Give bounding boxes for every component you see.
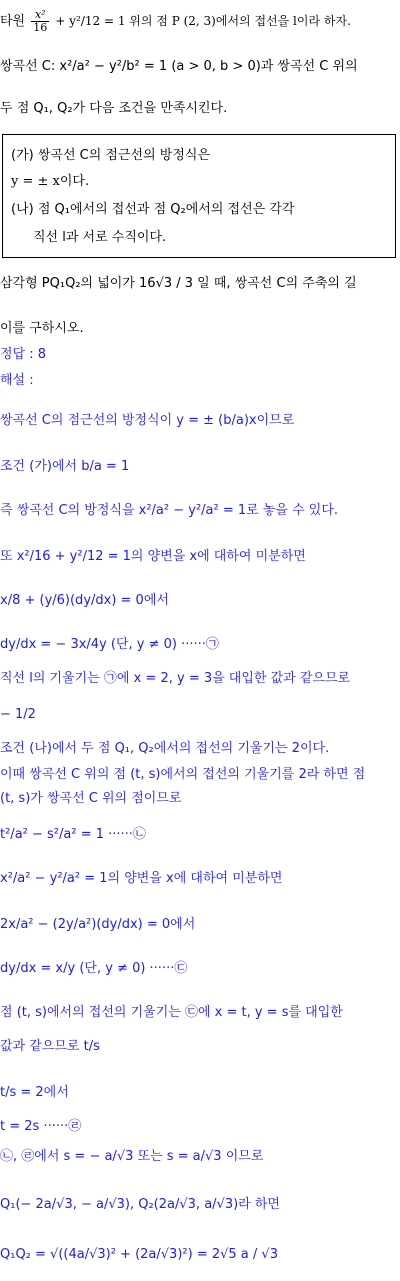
solution-text-20: ㉡, ㉣에서 s = − a/√3 또는 s = a/√3 이므로 <box>0 1149 264 1164</box>
solution-step-3 <box>0 494 400 528</box>
solution-step-5 <box>0 584 400 618</box>
solution-text-19: t = 2s ······㉣ <box>0 1119 82 1134</box>
solution-text-9: 조건 (나)에서 두 점 Q₁, Q₂에서의 접선의 기울기는 2이다. <box>0 741 330 756</box>
ellipse-fraction-den: 16 <box>33 21 48 34</box>
solution-step-17 <box>0 1030 400 1064</box>
solution-step-6 <box>0 628 400 662</box>
solution-text-13: x²/a² − y²/a² = 1의 양변을 x에 대하여 미분하면 <box>0 871 283 886</box>
problem-points: 두 점 Q₁, Q₂가 다음 조건을 만족시킨다. <box>0 101 228 116</box>
solution-text-3: 즉 쌍곡선 C의 방정식을 x²/a² − y²/a² = 1로 놓을 수 있다. <box>0 503 339 518</box>
solution-step-20 <box>0 1140 400 1174</box>
condition-na-line-2 <box>33 229 166 247</box>
solution-label: 해설 : <box>0 373 34 388</box>
solution-step-13 <box>0 862 400 896</box>
solution-text-7: 직선 l의 기울기는 ㉠에 x = 2, y = 3을 대입한 값과 같으므로 <box>0 671 351 686</box>
solution-text-1: 쌍곡선 C의 점근선의 방정식이 y = ± (b/a)x이므로 <box>0 413 295 428</box>
condition-na-mark: (나) <box>11 202 34 217</box>
solution-text-8: − 1/2 <box>0 707 36 722</box>
solution-step-2 <box>0 450 400 484</box>
solution-step-14 <box>0 908 400 942</box>
solution-step-9 <box>0 740 400 758</box>
solution-text-2: 조건 (가)에서 b/a = 1 <box>0 459 130 474</box>
solution-text-4: 또 x²/16 + y²/12 = 1의 양변을 x에 대하여 미분하면 <box>0 549 306 564</box>
question-text-2: 이를 구하시오. <box>0 321 84 336</box>
solution-step-21 <box>0 1188 400 1222</box>
solution-step-7 <box>0 670 400 688</box>
solution-step-16 <box>0 1004 400 1022</box>
question-text-1: 삼각형 PQ₁Q₂의 넓이가 16√3 / 3 일 때, 쌍곡선 C의 주축의 길 <box>0 276 357 291</box>
condition-box <box>2 134 396 258</box>
solution-text-12: t²/a² − s²/a² = 1 ······㉡ <box>0 827 146 842</box>
condition-na-line-1 <box>11 201 294 219</box>
condition-na-text-1: 점 Q₁에서의 접선과 점 Q₂에서의 접선은 각각 <box>37 202 295 217</box>
solution-step-12 <box>0 818 400 852</box>
solution-step-1 <box>0 404 400 438</box>
question-line-2 <box>0 320 400 338</box>
solution-step-4 <box>0 540 400 574</box>
ellipse-fraction-num: x² <box>31 9 49 22</box>
solution-text-14: 2x/a² − (2y/a²)(dy/dx) = 0에서 <box>0 917 196 932</box>
solution-text-11: (t, s)가 쌍곡선 C 위의 점이므로 <box>0 791 182 806</box>
answer-text: 정답 : 8 <box>0 347 47 362</box>
solution-label-line <box>0 372 400 390</box>
solution-text-6: dy/dx = − 3x/4y (단, y ≠ 0) ······㉠ <box>0 637 219 652</box>
problem-line-3 <box>0 100 400 118</box>
solution-step-18 <box>0 1076 400 1110</box>
solution-step-19 <box>0 1118 400 1136</box>
question-line-1 <box>0 266 400 302</box>
solution-text-5: x/8 + (y/6)(dy/dx) = 0에서 <box>0 593 169 608</box>
solution-step-8 <box>0 698 400 732</box>
solution-step-10 <box>0 766 400 784</box>
ellipse-fraction <box>31 9 49 34</box>
solution-text-15: dy/dx = x/y (단, y ≠ 0) ······㉢ <box>0 961 188 976</box>
answer-line <box>0 346 400 364</box>
problem-hyperbola: 쌍곡선 C: x²/a² − y²/b² = 1 (a > 0, b > 0)과 쌍곡선 C 위의 <box>0 59 358 74</box>
solution-step-15 <box>0 952 400 986</box>
solution-text-22: Q₁Q₂ = √((4a/√3)² + (2a/√3)²) = 2√5 a / √3 <box>0 1247 278 1262</box>
problem-line-1 <box>0 4 400 38</box>
condition-ga-text-2: y = ± x이다. <box>11 174 90 189</box>
condition-na-text-2: 직선 l과 서로 수직이다. <box>33 230 167 245</box>
condition-ga-mark: (가) <box>11 148 34 163</box>
condition-ga-text-1: 쌍곡선 C의 점근선의 방정식은 <box>37 148 211 163</box>
condition-ga-line-2 <box>11 173 89 191</box>
solution-step-11 <box>0 790 400 808</box>
solution-text-18: t/s = 2에서 <box>0 1085 69 1100</box>
solution-text-17: 값과 같으므로 t/s <box>0 1039 100 1054</box>
solution-text-21: Q₁(− 2a/√3, − a/√3), Q₂(2a/√3, a/√3)라 하면 <box>0 1197 280 1212</box>
problem-line-2 <box>0 50 400 84</box>
solution-step-22 <box>0 1236 400 1274</box>
condition-ga-line-1 <box>11 147 210 165</box>
solution-text-10: 이때 쌍곡선 C 위의 점 (t, s)에서의 접선의 기울기를 2라 하면 점 <box>0 767 366 782</box>
problem-eq: + y²/12 = 1 위의 점 P (2, 3)에서의 접선을 l이라 하자. <box>55 14 351 28</box>
problem-lead: 타원 <box>0 14 26 29</box>
solution-text-16: 점 (t, s)에서의 접선의 기울기는 ㉢에 x = t, y = s를 대입한 <box>0 1005 343 1020</box>
